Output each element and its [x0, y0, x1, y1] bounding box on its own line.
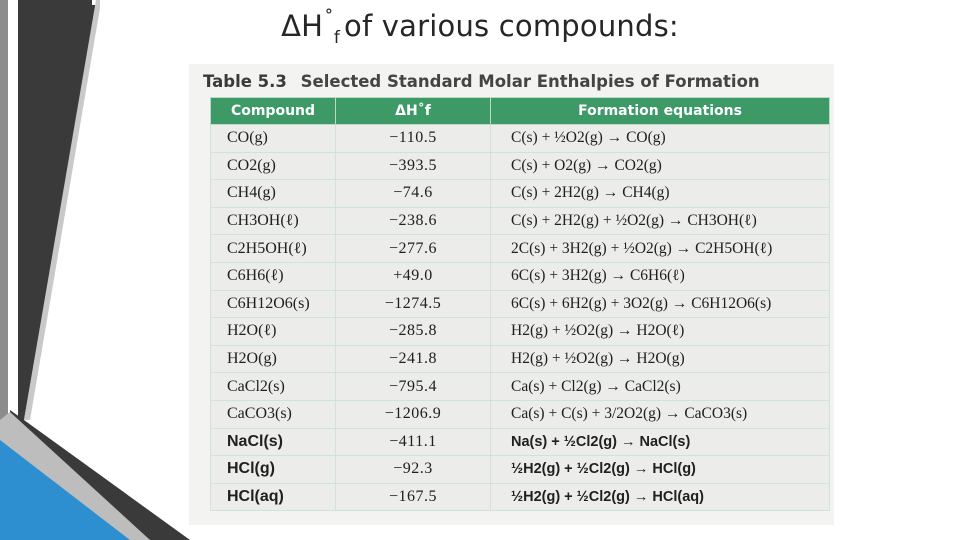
table-row	[211, 152, 830, 180]
equation-cell: Ca(s) + Cl2(g) → CaCl2(s)	[491, 373, 830, 401]
equation-cell: C(s) + ½O2(g) → CO(g)	[491, 125, 830, 153]
enthalpy-cell: −1274.5	[336, 290, 491, 318]
compound-cell: C2H5OH(ℓ)	[211, 235, 336, 263]
enthalpy-cell: −285.8	[336, 318, 491, 346]
slide-title	[0, 8, 960, 48]
enthalpy-cell: −74.6	[336, 180, 491, 208]
compound-cell: HCl(aq)	[211, 483, 336, 511]
enthalpy-cell: −411.1	[336, 428, 491, 456]
enthalpy-cell: −241.8	[336, 345, 491, 373]
table-row	[211, 262, 830, 290]
compound-cell: C6H6(ℓ)	[211, 262, 336, 290]
compound-cell: CH4(g)	[211, 180, 336, 208]
equation-cell: H2(g) + ½O2(g) → H2O(g)	[491, 345, 830, 373]
table-row	[211, 456, 830, 484]
table-header-row	[211, 98, 830, 125]
table-row	[211, 235, 830, 263]
equation-cell: C(s) + 2H2(g) + ½O2(g) → CH3OH(ℓ)	[491, 207, 830, 235]
table-row	[211, 125, 830, 153]
title-delta-h: ΔH	[281, 9, 324, 43]
header-compound: Compound	[211, 98, 336, 125]
table-caption	[203, 71, 760, 93]
equation-cell: ½H2(g) + ½Cl2(g) → HCl(aq)	[491, 483, 830, 511]
enthalpy-table	[210, 97, 830, 511]
equation-cell: 6C(s) + 6H2(g) + 3O2(g) → C6H12O6(s)	[491, 290, 830, 318]
compound-cell: NaCl(s)	[211, 428, 336, 456]
compound-cell: C6H12O6(s)	[211, 290, 336, 318]
table-image	[189, 64, 834, 525]
equation-cell: Ca(s) + C(s) + 3/2O2(g) → CaCO3(s)	[491, 400, 830, 428]
enthalpy-cell: −238.6	[336, 207, 491, 235]
header-delta-h: ΔH˚f	[336, 98, 491, 125]
equation-cell: C(s) + O2(g) → CO2(g)	[491, 152, 830, 180]
table-row	[211, 400, 830, 428]
equation-cell: H2(g) + ½O2(g) → H2O(ℓ)	[491, 318, 830, 346]
enthalpy-cell: −92.3	[336, 456, 491, 484]
enthalpy-cell: −1206.9	[336, 400, 491, 428]
compound-cell: CO(g)	[211, 125, 336, 153]
title-subscript: f	[333, 28, 341, 48]
enthalpy-cell: +49.0	[336, 262, 491, 290]
equation-cell: Na(s) + ½Cl2(g) → NaCl(s)	[491, 428, 830, 456]
table-title: Selected Standard Molar Enthalpies of Formation	[300, 72, 760, 91]
equation-cell: C(s) + 2H2(g) → CH4(g)	[491, 180, 830, 208]
table-row	[211, 290, 830, 318]
compound-cell: CaCO3(s)	[211, 400, 336, 428]
title-degree: ˚	[324, 8, 334, 30]
decor-light-band	[0, 0, 8, 420]
enthalpy-cell: −795.4	[336, 373, 491, 401]
title-suffix: of various compounds:	[344, 9, 679, 43]
table-row	[211, 483, 830, 511]
table-row	[211, 373, 830, 401]
compound-cell: CO2(g)	[211, 152, 336, 180]
equation-cell: 2C(s) + 3H2(g) + ½O2(g) → C2H5OH(ℓ)	[491, 235, 830, 263]
compound-cell: CH3OH(ℓ)	[211, 207, 336, 235]
compound-cell: H2O(g)	[211, 345, 336, 373]
compound-cell: CaCl2(s)	[211, 373, 336, 401]
enthalpy-cell: −277.6	[336, 235, 491, 263]
compound-cell: HCl(g)	[211, 456, 336, 484]
enthalpy-cell: −167.5	[336, 483, 491, 511]
table-row	[211, 318, 830, 346]
equation-cell: ½H2(g) + ½Cl2(g) → HCl(g)	[491, 456, 830, 484]
enthalpy-cell: −393.5	[336, 152, 491, 180]
header-formation-equations: Formation equations	[491, 98, 830, 125]
compound-cell: H2O(ℓ)	[211, 318, 336, 346]
table-row	[211, 207, 830, 235]
enthalpy-cell: −110.5	[336, 125, 491, 153]
table-row	[211, 345, 830, 373]
table-number: Table 5.3	[203, 72, 287, 91]
table-row	[211, 180, 830, 208]
table-row	[211, 428, 830, 456]
equation-cell: 6C(s) + 3H2(g) → C6H6(ℓ)	[491, 262, 830, 290]
